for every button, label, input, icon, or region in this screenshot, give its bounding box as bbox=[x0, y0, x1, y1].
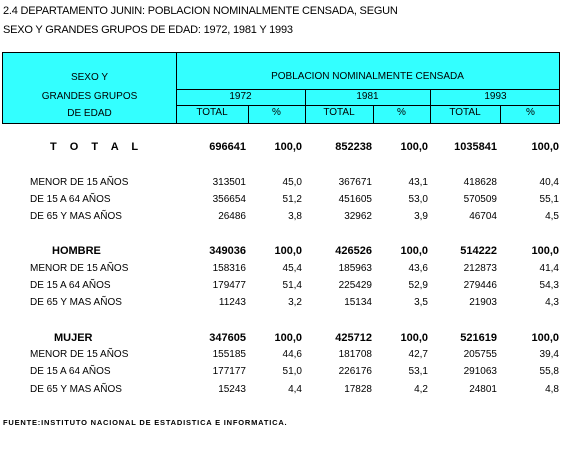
table-row bbox=[0, 280, 573, 296]
header-pct-1993: % bbox=[526, 107, 535, 118]
cell-total-1972: 155185 bbox=[212, 349, 246, 360]
cell-pct-1972: 3,2 bbox=[288, 297, 302, 308]
header-year-1981: 1981 bbox=[356, 91, 379, 102]
cell-pct-1981: 100,0 bbox=[400, 332, 428, 344]
cell-pct-1993: 4,3 bbox=[545, 297, 559, 308]
table-row bbox=[0, 349, 573, 365]
cell-total-1981: 226176 bbox=[338, 366, 372, 377]
title-line-2: SEXO Y GRANDES GRUPOS DE EDAD: 1972, 1981 Y 1993 bbox=[3, 24, 293, 36]
cell-pct-1972: 4,4 bbox=[288, 384, 302, 395]
table-row bbox=[0, 177, 573, 193]
cell-pct-1972: 3,8 bbox=[288, 211, 302, 222]
cell-pct-1993: 55,8 bbox=[539, 366, 559, 377]
cell-pct-1981: 100,0 bbox=[400, 141, 428, 153]
cell-total-1981: 181708 bbox=[338, 349, 372, 360]
row-label: MENOR DE 15 AÑOS bbox=[30, 349, 129, 360]
row-label: HOMBRE bbox=[52, 245, 101, 257]
cell-pct-1972: 100,0 bbox=[274, 245, 302, 257]
header-sexo: SEXO Y bbox=[70, 72, 109, 83]
header-total-1972: TOTAL bbox=[196, 107, 228, 118]
cell-total-1981: 17828 bbox=[344, 384, 372, 395]
cell-total-1981: 32962 bbox=[344, 211, 372, 222]
cell-total-1972: 15243 bbox=[218, 384, 246, 395]
cell-pct-1981: 43,1 bbox=[408, 177, 428, 188]
table-row bbox=[0, 263, 573, 279]
table-row bbox=[0, 245, 573, 261]
cell-pct-1981: 3,5 bbox=[414, 297, 428, 308]
cell-pct-1972: 45,0 bbox=[282, 177, 302, 188]
table-row bbox=[0, 141, 573, 157]
header-total-1981: TOTAL bbox=[323, 107, 355, 118]
title-line-1: 2.4 DEPARTAMENTO JUNIN: POBLACION NOMINALMENTE CENSADA, SEGUN bbox=[3, 5, 398, 17]
row-label: MUJER bbox=[54, 332, 93, 344]
cell-total-1993: 46704 bbox=[469, 211, 497, 222]
header-total-1993: TOTAL bbox=[449, 107, 481, 118]
cell-pct-1993: 4,5 bbox=[545, 211, 559, 222]
cell-pct-1972: 51,4 bbox=[282, 280, 302, 291]
cell-total-1993: 1035841 bbox=[454, 141, 497, 153]
cell-pct-1972: 100,0 bbox=[274, 332, 302, 344]
cell-total-1981: 426526 bbox=[335, 245, 372, 257]
cell-pct-1981: 53,0 bbox=[408, 194, 428, 205]
cell-pct-1993: 41,4 bbox=[539, 263, 559, 274]
cell-pct-1981: 3,9 bbox=[414, 211, 428, 222]
cell-total-1993: 205755 bbox=[463, 349, 497, 360]
table-row bbox=[0, 297, 573, 313]
cell-total-1972: 313501 bbox=[212, 177, 246, 188]
header-poblacion: POBLACION NOMINALMENTE CENSADA bbox=[271, 71, 464, 82]
cell-pct-1993: 40,4 bbox=[539, 177, 559, 188]
cell-total-1972: 11243 bbox=[218, 297, 246, 308]
cell-pct-1993: 100,0 bbox=[531, 245, 559, 257]
header-grandes-grupos: GRANDES GRUPOS bbox=[41, 91, 138, 102]
source-note: FUENTE:INSTITUTO NACIONAL DE ESTADISTICA E INFORMATICA. bbox=[3, 418, 288, 427]
row-label: DE 15 A 64 AÑOS bbox=[30, 280, 111, 291]
cell-pct-1972: 45,4 bbox=[282, 263, 302, 274]
cell-pct-1972: 51,0 bbox=[282, 366, 302, 377]
cell-pct-1993: 54,3 bbox=[539, 280, 559, 291]
cell-pct-1972: 100,0 bbox=[274, 141, 302, 153]
cell-total-1993: 24801 bbox=[469, 384, 497, 395]
cell-total-1993: 279446 bbox=[463, 280, 497, 291]
cell-total-1972: 696641 bbox=[209, 141, 246, 153]
cell-total-1972: 26486 bbox=[218, 211, 246, 222]
cell-total-1972: 349036 bbox=[209, 245, 246, 257]
cell-total-1993: 418628 bbox=[463, 177, 497, 188]
cell-pct-1993: 39,4 bbox=[539, 349, 559, 360]
cell-pct-1993: 100,0 bbox=[531, 141, 559, 153]
cell-pct-1993: 100,0 bbox=[531, 332, 559, 344]
cell-total-1981: 852238 bbox=[335, 141, 372, 153]
cell-pct-1993: 4,8 bbox=[545, 384, 559, 395]
table-row bbox=[0, 211, 573, 227]
table-header bbox=[2, 52, 560, 124]
cell-total-1993: 291063 bbox=[463, 366, 497, 377]
header-de-edad: DE EDAD bbox=[67, 108, 112, 119]
header-pct-1972: % bbox=[272, 107, 281, 118]
cell-total-1981: 185963 bbox=[338, 263, 372, 274]
row-label: DE 15 A 64 AÑOS bbox=[30, 366, 111, 377]
row-label: MENOR DE 15 AÑOS bbox=[30, 177, 129, 188]
cell-pct-1981: 100,0 bbox=[400, 245, 428, 257]
cell-pct-1993: 55,1 bbox=[539, 194, 559, 205]
row-label: MENOR DE 15 AÑOS bbox=[30, 263, 129, 274]
row-label: DE 65 Y MAS AÑOS bbox=[30, 211, 122, 222]
header-year-1993: 1993 bbox=[484, 91, 507, 102]
cell-total-1972: 177177 bbox=[212, 366, 246, 377]
cell-total-1993: 570509 bbox=[463, 194, 497, 205]
header-year-1972: 1972 bbox=[229, 91, 252, 102]
table-row bbox=[0, 194, 573, 210]
cell-pct-1981: 52,9 bbox=[408, 280, 428, 291]
cell-pct-1972: 51,2 bbox=[282, 194, 302, 205]
table-row bbox=[0, 332, 573, 348]
table-row bbox=[0, 384, 573, 400]
header-pct-1981: % bbox=[397, 107, 406, 118]
cell-pct-1981: 53,1 bbox=[408, 366, 428, 377]
cell-total-1993: 21903 bbox=[469, 297, 497, 308]
cell-total-1981: 225429 bbox=[338, 280, 372, 291]
cell-total-1981: 451605 bbox=[338, 194, 372, 205]
cell-total-1981: 15134 bbox=[344, 297, 372, 308]
cell-total-1981: 425712 bbox=[335, 332, 372, 344]
row-label: DE 15 A 64 AÑOS bbox=[30, 194, 111, 205]
row-label: DE 65 Y MAS AÑOS bbox=[30, 297, 122, 308]
cell-total-1972: 347605 bbox=[209, 332, 246, 344]
table-row bbox=[0, 366, 573, 382]
cell-total-1972: 356654 bbox=[212, 194, 246, 205]
table-title bbox=[3, 2, 398, 40]
cell-pct-1972: 44,6 bbox=[282, 349, 302, 360]
cell-total-1993: 212873 bbox=[463, 263, 497, 274]
cell-total-1993: 521619 bbox=[460, 332, 497, 344]
row-label: DE 65 Y MAS AÑOS bbox=[30, 384, 122, 395]
cell-total-1981: 367671 bbox=[338, 177, 372, 188]
cell-pct-1981: 42,7 bbox=[408, 349, 428, 360]
row-label: T O T A L bbox=[50, 141, 144, 153]
cell-total-1972: 179477 bbox=[212, 280, 246, 291]
cell-total-1972: 158316 bbox=[212, 263, 246, 274]
cell-pct-1981: 4,2 bbox=[414, 384, 428, 395]
cell-total-1993: 514222 bbox=[460, 245, 497, 257]
cell-pct-1981: 43,6 bbox=[408, 263, 428, 274]
